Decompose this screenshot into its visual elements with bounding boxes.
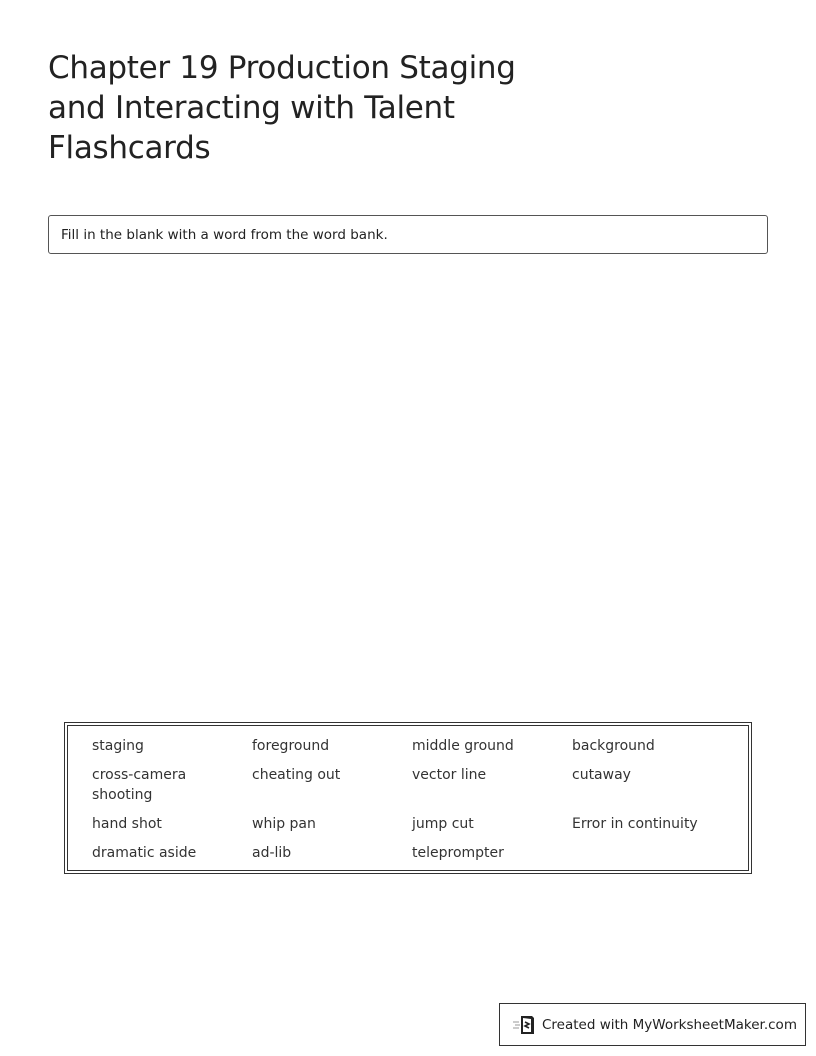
title-line-3: Flashcards [48,130,211,166]
word-bank-item: ad-lib [252,845,292,861]
word-bank-item: cheating out [252,767,341,783]
word-bank-item: Error in continuity [572,816,698,832]
word-bank-item: staging [92,738,144,754]
word-bank-item: dramatic aside [92,845,197,861]
title-line-2: and Interacting with Talent [48,90,455,126]
word-bank-item: whip pan [252,816,316,832]
instructions-text: Fill in the blank with a word from the word bank. [61,226,388,243]
word-bank-item: teleprompter [412,845,504,861]
word-bank-item: cross-camera shooting [92,767,187,803]
footer-text: Created with MyWorksheetMaker.com [542,1016,797,1033]
word-bank-item: cutaway [572,767,631,783]
word-bank-item: vector line [412,767,487,783]
title-line-1: Chapter 19 Production Staging [48,50,516,86]
word-bank-item: foreground [252,738,330,754]
word-bank [64,722,752,874]
page-title [48,48,528,168]
word-bank-item: jump cut [412,816,474,832]
word-bank-grid [92,736,732,863]
word-bank-item [572,843,732,863]
myworksheetmaker-logo-icon [512,1014,536,1036]
created-with-badge[interactable] [499,1003,806,1046]
word-bank-item: middle ground [412,738,514,754]
word-bank-item: background [572,738,655,754]
word-bank-item: hand shot [92,816,162,832]
instructions-box [48,215,768,254]
